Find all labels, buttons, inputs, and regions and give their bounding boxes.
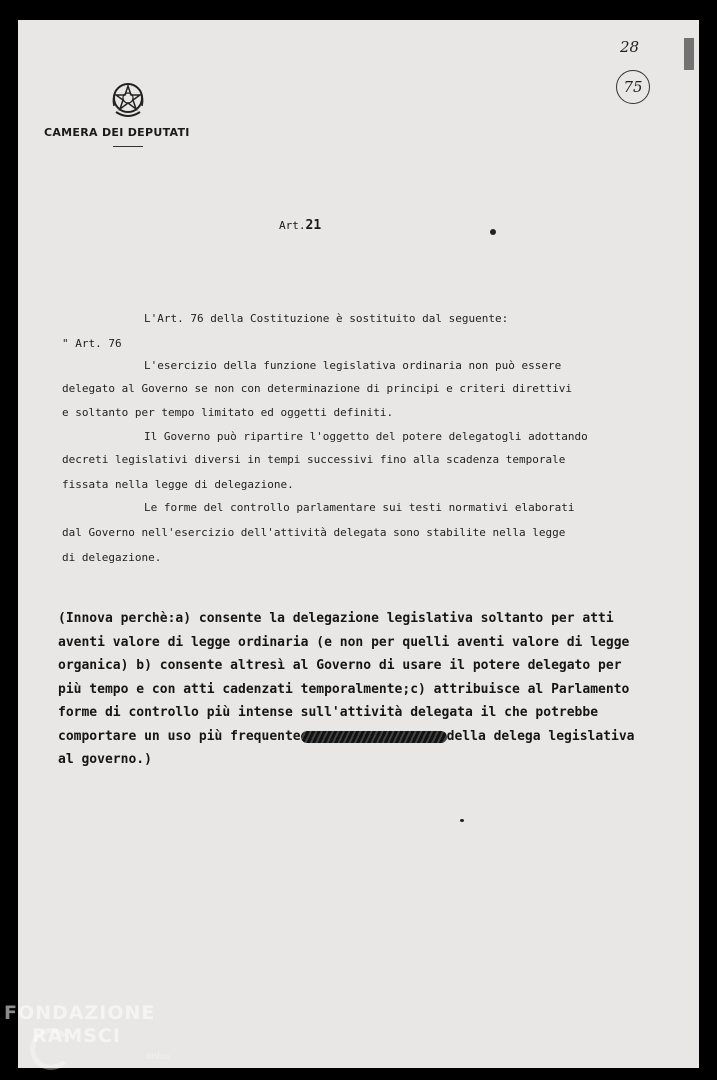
note-line: forme di controllo più intense sull'attività delegata il che potrebbe <box>58 705 599 720</box>
watermark-line: RAMSCI <box>32 1025 121 1047</box>
chamber-name: CAMERA DEI DEPUTATI <box>44 126 190 139</box>
body-line: di delegazione. <box>62 551 162 564</box>
note-line <box>58 729 634 744</box>
note-line: (Innova perchè:a) consente la delegazione legislativa soltanto per atti <box>58 611 614 626</box>
note-line: più tempo e con atti cadenzati temporalmente;c) attribuisce al Parlamento <box>58 682 630 697</box>
watermark-line: FONDAZIONE <box>4 1002 156 1024</box>
ink-speck <box>460 819 464 822</box>
note-line: organica) b) consente altresì al Governo di usare il potere delegato per <box>58 658 622 673</box>
body-line: Le forme del controllo parlamentare sui testi normativi elaborati <box>144 501 575 514</box>
body-line: dal Governo nell'esercizio dell'attività delegata sono stabilite nella legge <box>62 526 566 539</box>
body-line: e soltanto per tempo limitato ed oggetti definiti. <box>62 406 394 419</box>
watermark <box>4 1002 155 1024</box>
crossed-out-text <box>301 731 447 743</box>
chamber-underline <box>113 146 143 147</box>
body-line: fissata nella legge di delegazione. <box>62 478 294 491</box>
article-title <box>279 218 321 233</box>
note-text: comportare un uso più frequente <box>58 729 301 744</box>
watermark-line: onlus <box>146 1052 171 1062</box>
note-line: al governo.) <box>58 752 152 767</box>
document-page <box>18 20 699 1068</box>
body-line: decreti legislativi diversi in tempi successivi fino alla scadenza temporale <box>62 453 566 466</box>
body-line: " Art. 76 <box>62 337 122 350</box>
ink-speck <box>490 229 496 235</box>
italian-republic-emblem-icon <box>110 80 146 122</box>
note-text: della delega legislativa <box>446 729 635 744</box>
article-number: 21 <box>305 218 322 233</box>
page-number: 28 <box>620 38 640 56</box>
note-line: aventi valore di legge ordinaria (e non per quelli aventi valore di legge <box>58 635 630 650</box>
body-line: delegato al Governo se non con determinazione di principi e criteri direttivi <box>62 382 572 395</box>
body-line: L'Art. 76 della Costituzione è sostituito dal seguente: <box>144 312 509 325</box>
circled-number: 75 <box>616 70 650 104</box>
body-line: L'esercizio della funzione legislativa ordinaria non può essere <box>144 359 562 372</box>
body-line: Il Governo può ripartire l'oggetto del potere delegatogli adottando <box>144 430 588 443</box>
article-prefix: Art. <box>279 219 306 232</box>
binder-mark <box>684 38 694 70</box>
